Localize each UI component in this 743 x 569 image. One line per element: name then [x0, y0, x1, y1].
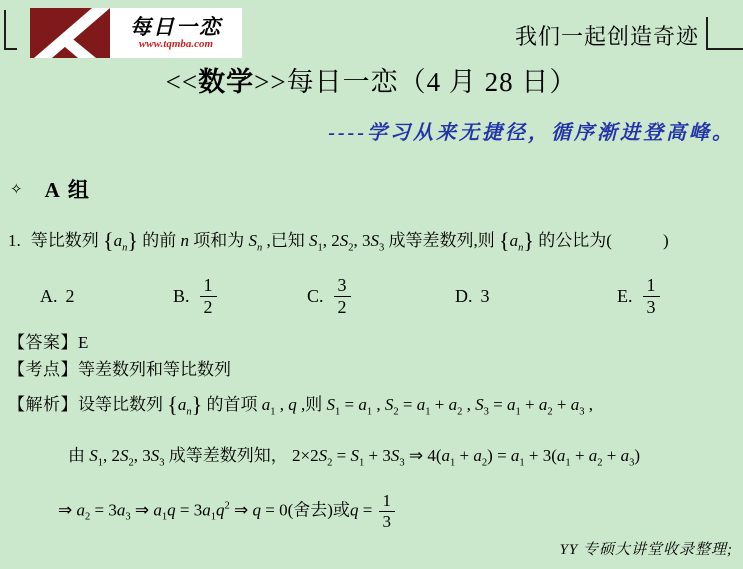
- answer-line: [8, 328, 88, 353]
- page-title: [0, 60, 743, 99]
- footer-credit: YY 专硕大讲堂收录整理;: [559, 542, 733, 558]
- analysis-line-2: [68, 441, 640, 468]
- option-c-label: C.: [307, 285, 324, 306]
- option-d: [455, 268, 490, 324]
- topic-value: 等差数列和等比数列: [78, 360, 231, 379]
- option-a-value: 2: [65, 285, 75, 306]
- motto-text: ----学习从来无捷径，循序渐进登高峰。: [328, 122, 735, 144]
- answer-tag: 【答案】: [8, 333, 78, 352]
- header-rule-right: [706, 17, 743, 50]
- option-b: [173, 268, 219, 324]
- option-c: [307, 268, 353, 324]
- option-b-label: B.: [173, 285, 190, 306]
- option-e: [617, 268, 662, 324]
- section-label: A 组: [44, 178, 91, 202]
- answer-value: E: [78, 333, 89, 352]
- option-c-value: $\frac{3}{2}$: [332, 276, 353, 317]
- option-b-value: $\frac{1}{2}$: [198, 276, 219, 317]
- header-tagline: 我们一起创造奇迹: [514, 24, 699, 49]
- analysis-line-3: [58, 488, 397, 534]
- option-e-value: $\frac{1}{3}$: [641, 276, 662, 317]
- brand-name: 每日一恋: [130, 14, 222, 39]
- option-d-label: D.: [455, 285, 473, 306]
- topic-line: [8, 355, 231, 380]
- analysis-line-1: [8, 390, 593, 418]
- option-d-value: 3: [480, 285, 490, 306]
- title-subject: 数学: [198, 67, 255, 97]
- options-row: [0, 268, 743, 324]
- analysis-line-1-math: 设等比数列 $\{a_n\}$ 的首项 $a_1$ , q ,则 $S_1 = a_1$ , $S_2 = a_1 + a_2$ , $S_3 = a_1 + a_2 + a_3$ ,: [78, 391, 593, 418]
- title-rest: >>每日一恋（4 月 28 日）: [254, 67, 578, 97]
- question-1: [8, 226, 739, 254]
- analysis-line-3-math: ⇒ $a_2 = 3a_3$ ⇒ $a_1q = 3a_1q^2$ ⇒ q = 0(舍去)或q = $\frac{1}{3}$: [58, 492, 397, 531]
- diamond-bullet-icon: ✧: [10, 180, 23, 198]
- option-e-label: E.: [617, 285, 633, 306]
- brand-logo-icon: [30, 8, 110, 58]
- question-text: 等比数列 $\{a_n\}$ 的前 n 项和为 $S_n$ ,已知 $S_1$, $2S_2$, $3S_3$ 成等差数列,则 $\{a_n\}$ 的公比为( ): [30, 227, 669, 254]
- brand-url: www.tqmba.com: [138, 38, 214, 51]
- analysis-line-2-math: 由 $S_1$, $2S_2$, $3S_3$ 成等差数列知， $2\times 2S_2 = S_1 + 3S_3$ ⇒ $4(a_1 + a_2) = a_1 + 3(a_1 + a_2 + a_3)$: [68, 446, 641, 469]
- question-number: 1.: [8, 231, 21, 250]
- brand-text-block: [110, 8, 242, 58]
- brand-logo: [30, 8, 242, 58]
- option-a-label: A.: [40, 285, 58, 306]
- title-open: <<: [165, 67, 199, 97]
- section-heading: [10, 174, 91, 204]
- option-a: [40, 268, 75, 324]
- topic-tag: 【考点】: [8, 360, 78, 379]
- header-rule-left: [4, 10, 17, 50]
- analysis-tag: 【解析】: [8, 395, 78, 414]
